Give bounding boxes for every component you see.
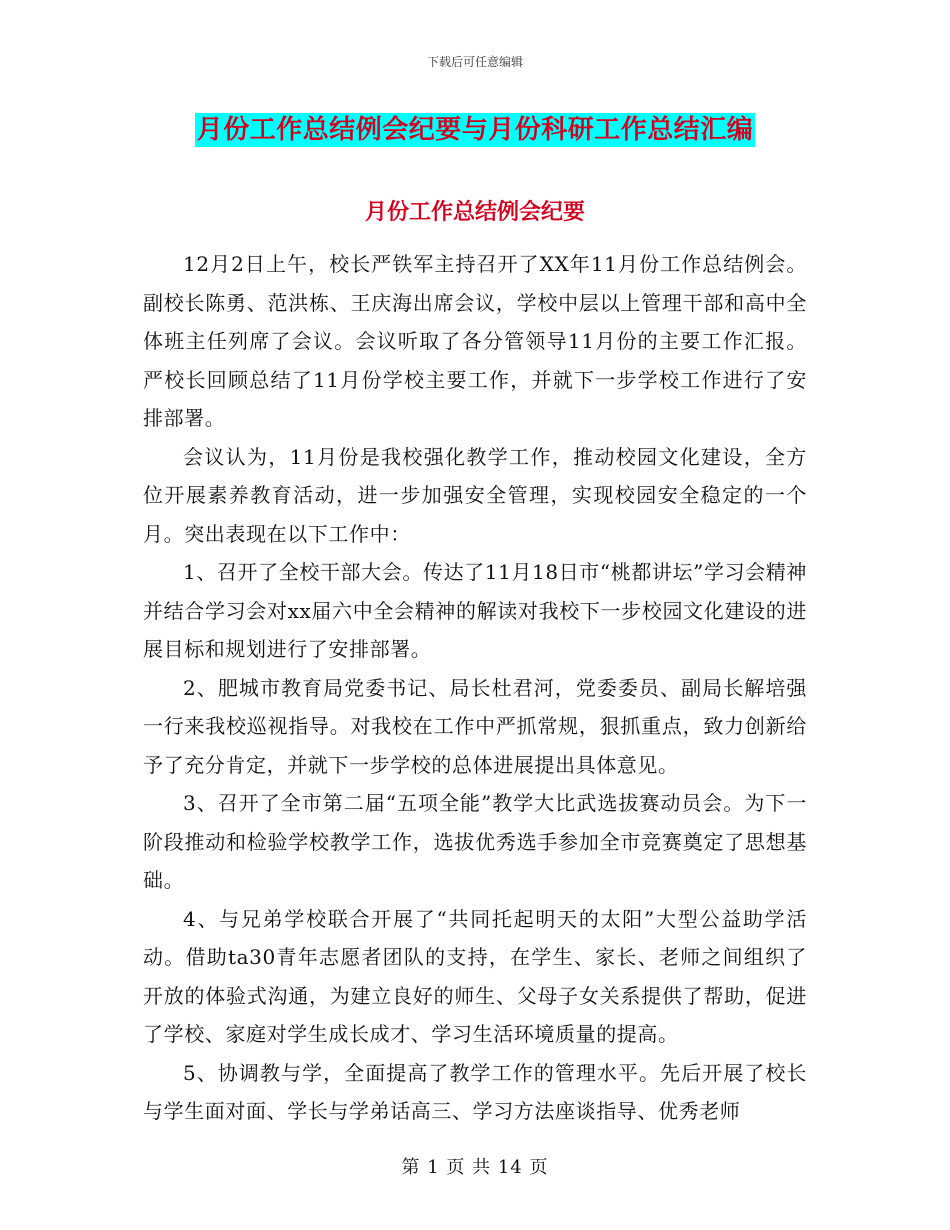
paragraph: 12月2日上午，校长严铁军主持召开了XX年11月份工作总结例会。副校长陈勇、范洪栋、王庆海出席会议，学校中层以上管理干部和高中全体班主任列席了会议。会议听取了各分管领导11月份的主要工作汇报。严校长回顾总结了11月份学校主要工作，并就下一步学校工作进行了安排部署。 (143, 252, 807, 430)
paragraph: 3、召开了全市第二届“五项全能”教学大比武选拔赛动员会。为下一阶段推动和检验学校教学工作，选拔优秀选手参加全市竞赛奠定了思想基础。 (143, 791, 807, 892)
page-number: 第 1 页 共 14 页 (401, 1157, 549, 1178)
paragraph: 5、协调教与学，全面提高了教学工作的管理水平。先后开展了校长与学生面对面、学长与学弟话高三、学习方法座谈指导、优秀老师 (143, 1060, 807, 1123)
paragraph: 2、肥城市教育局党委书记、局长杜君河，党委委员、副局长解培强一行来我校巡视指导。对我校在工作中严抓常规，狠抓重点，致力创新给予了充分肯定，并就下一步学校的总体进展提出具体意见。 (143, 675, 807, 777)
main-title: 月份工作总结例会纪要与月份科研工作总结汇编 (196, 115, 754, 145)
document-body (143, 245, 807, 1131)
paragraph: 会议认为，11月份是我校强化教学工作，推动校园文化建设，全方位开展素养教育活动，进一步加强安全管理，实现校园安全稳定的一个月。突出表现在以下工作中： (143, 444, 807, 546)
section-title: 月份工作总结例会纪要 (364, 200, 585, 225)
main-title-container (0, 113, 950, 147)
header-note: 下载后可任意编辑 (426, 55, 523, 69)
paragraph: 4、与兄弟学校联合开展了“共同托起明天的太阳”大型公益助学活动。借助ta30青年志愿者团队的支持，在学生、家长、老师之间组织了开放的体验式沟通，为建立良好的师生、父母子女关系提供了帮助，促进了学校、家庭对学生成长成才、学习生活环境质量的提高。 (143, 906, 807, 1046)
paragraph: 1、召开了全校干部大会。传达了11月18日市“桃都讲坛”学习会精神并结合学习会对xx届六中全会精神的解读对我校下一步校园文化建设的进展目标和规划进行了安排部署。 (143, 560, 807, 661)
